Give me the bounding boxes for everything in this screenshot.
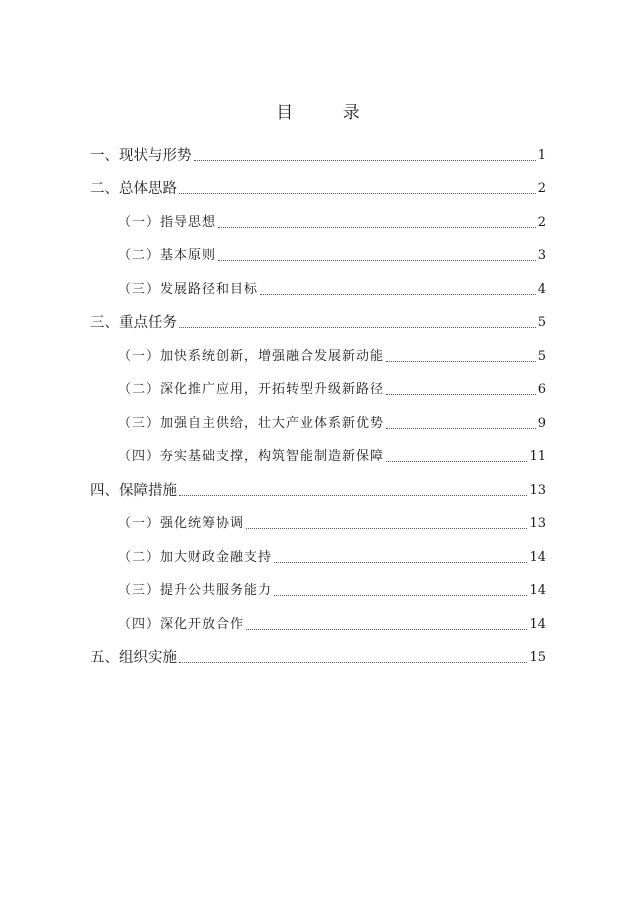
- toc-page-number: 2: [537, 181, 546, 196]
- toc-entry-label: （一）强化统筹协调: [118, 516, 245, 531]
- toc-entry-label: （四）夯实基础支撑，构筑智能制造新保障: [118, 449, 385, 464]
- toc-subsection-entry[interactable]: [90, 502, 546, 536]
- toc-section-entry[interactable]: [90, 133, 546, 167]
- toc-page-number: 11: [529, 449, 546, 464]
- toc-page-number: 14: [529, 549, 546, 565]
- dot-leader: [274, 561, 527, 563]
- toc-page-number: 5: [537, 348, 546, 364]
- toc-entry-label: （四）深化开放合作: [118, 616, 245, 632]
- dot-leader: [218, 259, 536, 261]
- dot-leader: [386, 360, 536, 362]
- dot-leader: [386, 460, 527, 462]
- toc-section-entry[interactable]: [90, 468, 546, 502]
- toc-page-number: 1: [537, 147, 546, 163]
- toc-section-entry[interactable]: [90, 636, 546, 670]
- toc-subsection-entry[interactable]: [90, 569, 546, 603]
- toc-entry-label: 一、现状与形势: [90, 147, 192, 164]
- dot-leader: [179, 661, 527, 663]
- toc-entry-label: 三、重点任务: [90, 315, 177, 331]
- toc-subsection-entry[interactable]: [90, 401, 546, 435]
- dot-leader: [260, 293, 536, 295]
- toc-page-number: 6: [537, 382, 546, 397]
- toc-subsection-entry[interactable]: [90, 200, 546, 234]
- toc-page-number: 13: [529, 516, 546, 531]
- toc-subsection-entry[interactable]: [90, 435, 546, 469]
- toc-subsection-entry[interactable]: [90, 602, 546, 636]
- toc-page-number: 14: [529, 583, 546, 598]
- toc-entry-label: （二）加大财政金融支持: [118, 549, 273, 565]
- toc-entry-label: （二）深化推广应用，开拓转型升级新路径: [118, 382, 385, 397]
- toc-entry-label: 五、组织实施: [90, 650, 177, 666]
- toc-page-number: 2: [537, 214, 546, 230]
- toc-page-number: 15: [529, 650, 546, 665]
- toc-subsection-entry[interactable]: [90, 535, 546, 569]
- dot-leader: [386, 427, 536, 429]
- toc-subsection-entry[interactable]: [90, 368, 546, 402]
- toc-entry-label: （二）基本原则: [118, 248, 217, 263]
- dot-leader: [194, 159, 536, 161]
- toc-entry-label: （三）提升公共服务能力: [118, 583, 273, 598]
- toc-subsection-entry[interactable]: [90, 334, 546, 368]
- toc-page-number: 9: [537, 415, 546, 431]
- toc-page-number: 3: [537, 248, 546, 263]
- toc-entry-label: 四、保障措施: [90, 482, 177, 499]
- toc-entry-label: （三）发展路径和目标: [118, 281, 259, 297]
- dot-leader: [274, 594, 527, 596]
- toc-entry-label: （三）加强自主供给，壮大产业体系新优势: [118, 415, 385, 431]
- toc-page-number: 13: [529, 482, 546, 498]
- dot-leader: [246, 527, 527, 529]
- dot-leader: [246, 628, 527, 630]
- dot-leader: [386, 393, 536, 395]
- toc-page-number: 14: [529, 616, 546, 632]
- toc-subsection-entry[interactable]: [90, 267, 546, 301]
- toc-entry-label: （一）指导思想: [118, 214, 217, 230]
- dot-leader: [179, 494, 527, 496]
- toc-entry-label: 二、总体思路: [90, 181, 177, 197]
- dot-leader: [218, 226, 536, 228]
- dot-leader: [179, 192, 536, 194]
- toc-page-number: 5: [537, 315, 546, 330]
- toc-section-entry[interactable]: [90, 301, 546, 335]
- toc-section-entry[interactable]: [90, 167, 546, 201]
- toc-page-number: 4: [537, 281, 546, 297]
- page-title: 目 录: [276, 103, 382, 123]
- toc-subsection-entry[interactable]: [90, 234, 546, 268]
- toc-entry-label: （一）加快系统创新，增强融合发展新动能: [118, 348, 385, 364]
- dot-leader: [179, 326, 536, 328]
- table-of-contents: [90, 133, 546, 669]
